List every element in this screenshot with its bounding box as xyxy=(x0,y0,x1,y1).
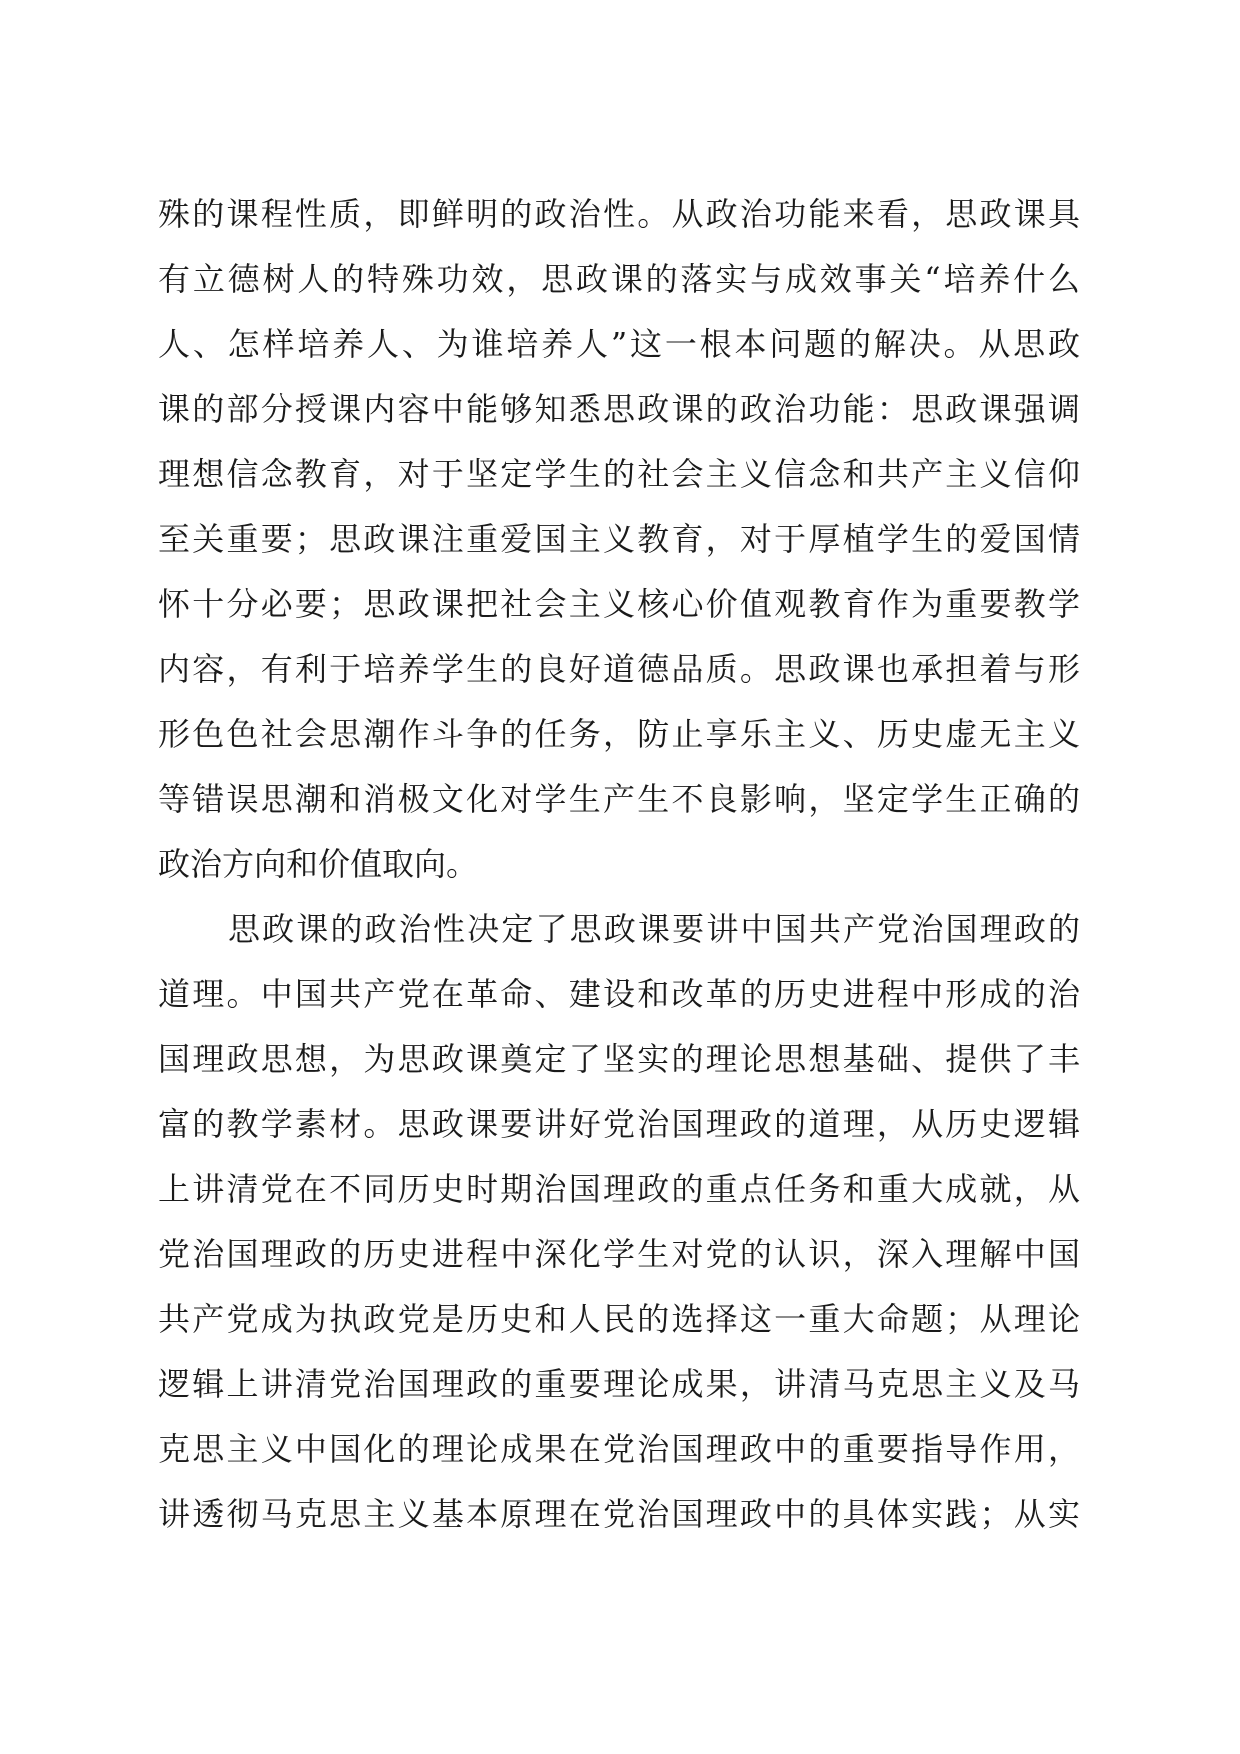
paragraph-1-line: 理想信念教育，对于坚定学生的社会主义信念和共产主义信仰 xyxy=(158,455,1080,493)
paragraph-1-line: 有立德树人的特殊功效，思政课的落实与成效事关“培养什么 xyxy=(158,260,1080,298)
paragraph-1-line: 人、怎样培养人、为谁培养人”这一根本问题的解决。从思政 xyxy=(158,325,1080,363)
paragraph-2-line: 思政课的政治性决定了思政课要讲中国共产党治国理政的 xyxy=(228,910,1080,948)
paragraph-2-line: 共产党成为执政党是历史和人民的选择这一重大命题；从理论 xyxy=(158,1300,1080,1338)
paragraph-1-line: 内容，有利于培养学生的良好道德品质。思政课也承担着与形 xyxy=(158,650,1080,688)
paragraph-1-line: 政治方向和价值取向。 xyxy=(158,845,479,883)
paragraph-2-line: 国理政思想，为思政课奠定了坚实的理论思想基础、提供了丰 xyxy=(158,1040,1080,1078)
body-text xyxy=(158,182,1080,1547)
paragraph-1-line: 至关重要；思政课注重爱国主义教育，对于厚植学生的爱国情 xyxy=(158,520,1080,558)
paragraph-2-line: 富的教学素材。思政课要讲好党治国理政的道理，从历史逻辑 xyxy=(158,1105,1080,1143)
paragraph-2-line: 逻辑上讲清党治国理政的重要理论成果，讲清马克思主义及马 xyxy=(158,1365,1080,1403)
paragraph-1-line: 殊的课程性质，即鲜明的政治性。从政治功能来看，思政课具 xyxy=(158,195,1080,233)
paragraph-1-line: 等错误思潮和消极文化对学生产生不良影响，坚定学生正确的 xyxy=(158,780,1080,818)
paragraph-2-line: 道理。中国共产党在革命、建设和改革的历史进程中形成的治 xyxy=(158,975,1080,1013)
paragraph-2-line: 克思主义中国化的理论成果在党治国理政中的重要指导作用， xyxy=(158,1430,1080,1468)
paragraph-1-line: 形色色社会思潮作斗争的任务，防止享乐主义、历史虚无主义 xyxy=(158,715,1080,753)
paragraph-1-line: 课的部分授课内容中能够知悉思政课的政治功能：思政课强调 xyxy=(158,390,1080,428)
paragraph-2-line: 上讲清党在不同历史时期治国理政的重点任务和重大成就，从 xyxy=(158,1170,1080,1208)
paragraph-2-line: 讲透彻马克思主义基本原理在党治国理政中的具体实践；从实 xyxy=(158,1495,1080,1533)
paragraph-2-line: 党治国理政的历史进程中深化学生对党的认识，深入理解中国 xyxy=(158,1235,1080,1273)
paragraph-1-line: 怀十分必要；思政课把社会主义核心价值观教育作为重要教学 xyxy=(158,585,1080,623)
